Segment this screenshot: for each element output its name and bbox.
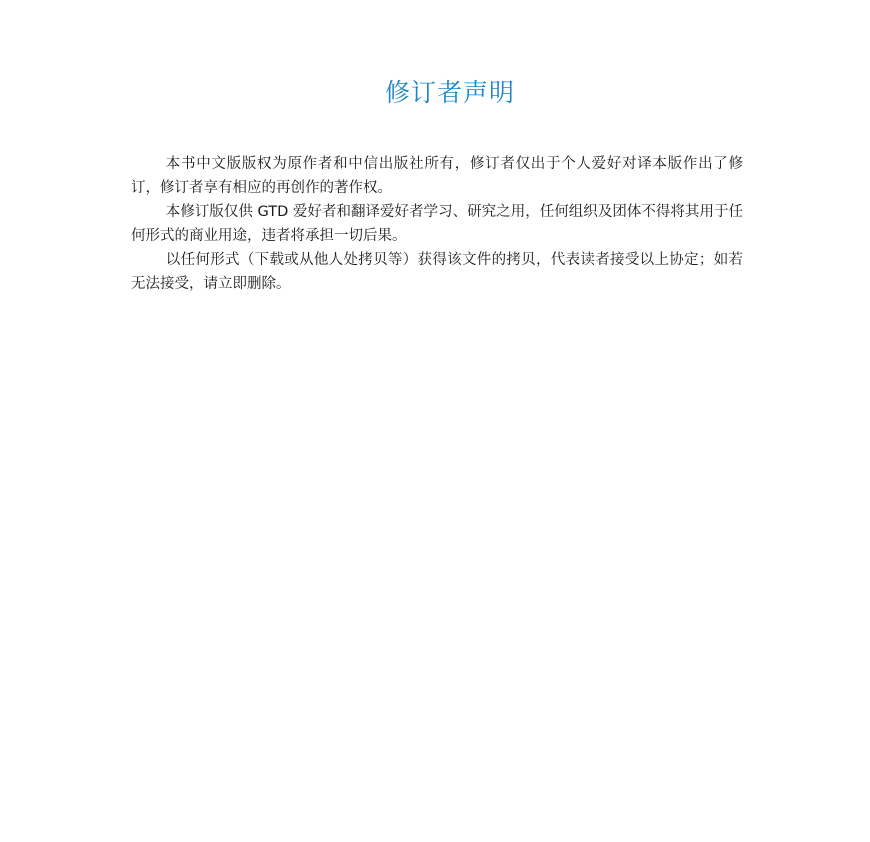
- paragraph-copyright: 本书中文版版权为原作者和中信出版社所有，修订者仅出于个人爱好对译本版作出了修订，修订者享有相应的再创作的著作权。: [131, 156, 743, 196]
- paragraph-usage-restriction: 本修订版仅供 GTD 爱好者和翻译爱好者学习、研究之用，任何组织及团体不得将其用于任何形式的商业用途，违者将承担一切后果。: [131, 204, 743, 244]
- page-title: 修订者声明: [384, 78, 515, 107]
- statement-body: [131, 152, 743, 296]
- paragraph-acceptance: 以任何形式（下载或从他人处拷贝等）获得该文件的拷贝，代表读者接受以上协定；如若无法接受，请立即删除。: [131, 252, 743, 292]
